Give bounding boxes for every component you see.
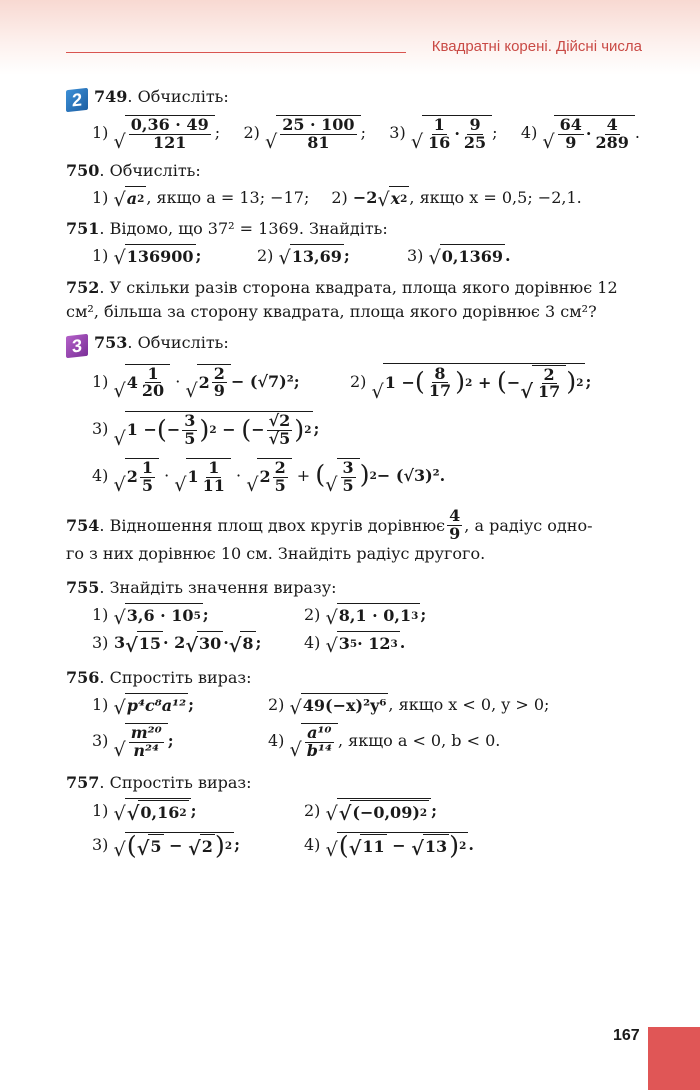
task-row: 1) √ a 2 , якщо a = 13; −17; 2) −2 √ x 2 , якщо x = 0,5; −2,1.	[92, 187, 582, 212]
level-2-icon: 2	[66, 88, 88, 112]
header-rule	[66, 52, 406, 53]
page-content	[66, 78, 644, 859]
task-label: . Обчисліть:	[127, 332, 229, 352]
task-757	[66, 772, 644, 860]
task-751	[66, 218, 644, 268]
task-label: . Спростіть вираз:	[99, 772, 252, 792]
section-title: Квадратні корені. Дійсні числа	[431, 38, 642, 55]
task-label: . Обчисліть:	[127, 87, 229, 106]
task-number: 753	[94, 332, 128, 352]
page-corner-bar	[648, 1027, 700, 1090]
task-row: 1) √ 3,6 · 10 5 ; 2) √ 8,1 · 0,1 3 ;	[92, 604, 427, 629]
task-row: 1) √ $\frac{0,36 \cdot 49}{121}$ ; 2) √ $\frac{25 \cdot 100}{81}$ ; 3) √ $\frac{1}{16}$ · $\frac{9}{25}$ ; 4) √ $\frac{64}{9}$ · $\frac{4}{289}$ .	[92, 115, 640, 154]
task-row: 1) √ √ 0,16 2 ; 2) √ √ (−0,09) 2 ;	[66, 798, 644, 824]
task-row: 1) √ 136900 ; 2) √ 13,69 ; 3) √ 0,1369 .	[92, 245, 511, 270]
task-label: . Знайдіть значення виразу:	[99, 577, 337, 597]
task-number: 757	[66, 772, 100, 792]
task-row: 3) 3 √ 15 · 2 √ 30 · √ 8 ; 4) √ 3 5 · 12 3 .	[92, 632, 406, 657]
task-number: 756	[66, 667, 100, 687]
task-label: . Обчисліть:	[99, 160, 201, 180]
task-row: 4) √ 2 $\frac{1}{5}$ · √ 1 $\frac{1}{11}$ · √ 2 $\frac{2}{5}$ + ( √ $\frac{3}{5}$ ) 2 − (√3)².	[92, 457, 446, 497]
task-749	[66, 86, 644, 152]
task-number: 755	[66, 577, 100, 597]
task-row: 3) √ $\frac{\text{m²⁰}}{\text{n²⁴}}$ ; 4) √ $\frac{\text{a¹⁰}}{\text{b¹⁴}}$ , якщо a < 0, b < 0.	[92, 722, 501, 762]
task-755	[66, 577, 644, 655]
task-row: 1) √ p⁴c⁸a¹² ; 2) √ 49(−x)²y⁶ , якщо x < 0, y > 0;	[92, 694, 550, 719]
task-label: . Спростіть вираз:	[99, 667, 252, 687]
task-label: . Відомо, що 37² = 1369. Знайдіть:	[99, 218, 388, 238]
task-750	[66, 160, 644, 210]
task-number: 749	[94, 87, 128, 106]
task-number: 751	[66, 218, 100, 238]
task-752: 752. У скільки разів сторона квадрата, площа якого дорівнює 12 см², більша за сторону квадрата, площа якого дорівнює 3 см²?	[66, 277, 618, 321]
task-754: 754 . Відношення площ двох кругів дорівнює $\frac{4}{9}$ , а радіус одно- го з них дорівнює 10 см. Знайдіть радіус другого.	[66, 506, 593, 563]
task-row: 3) √ 1 − ( − $\frac{3}{5}$ ) 2 − ( − $\frac{√2}{√5}$ ) 2 ;	[92, 411, 320, 450]
level-3-icon: 3	[66, 333, 88, 357]
task-number: 750	[66, 160, 100, 180]
task-756	[66, 667, 644, 760]
task-row: 3) √ ( √ 5 − √ 2 ) 2 ; 4) √ ( √ 11 − √ 13 ) 2 .	[92, 830, 474, 861]
task-row: 1) √ 4 $\frac{1}{20}$ · √ 2 $\frac{2}{9}$ − (√7)²; 2) √ 1 − ( $\frac{8}{17}$ ) 2 + ( − √ $\frac{2}{17}$ ) 2 ;	[92, 363, 592, 403]
task-753	[66, 332, 644, 495]
page-number: 167	[613, 1027, 640, 1044]
